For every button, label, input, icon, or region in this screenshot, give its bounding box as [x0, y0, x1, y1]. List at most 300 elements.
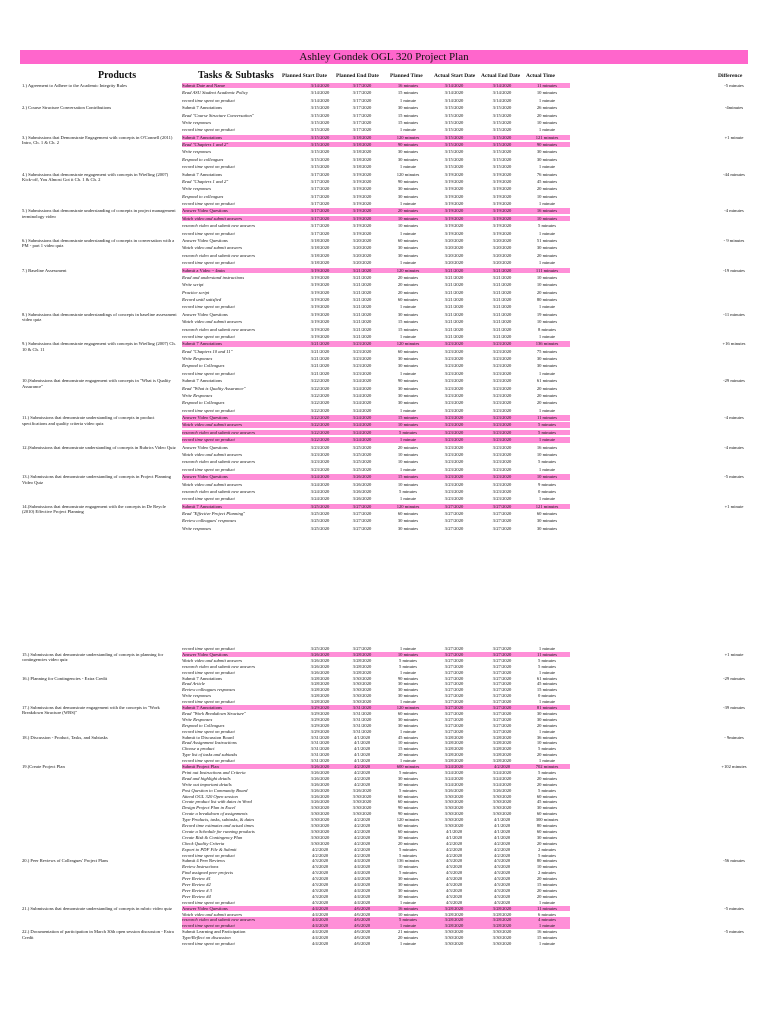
planned-start-cell: 3/19/2020	[310, 326, 330, 332]
difference-cell: -5 minutes	[724, 929, 744, 935]
planned-end-cell: 3/21/2020	[352, 289, 372, 295]
planned-time-cell: 10 minutes	[397, 740, 419, 746]
planned-start-cell: 4/4/2020	[311, 941, 329, 946]
task-cell: Submit 7 Annotations	[182, 705, 298, 710]
planned-end-cell: 3/18/2020	[352, 164, 372, 170]
actual-start-cell: 4/3/2020	[445, 899, 463, 905]
task-cell: Export to PDF File & Submit	[182, 846, 237, 852]
table-row	[0, 646, 768, 651]
planned-end-cell: 3/30/2020	[352, 811, 372, 817]
planned-end-cell: 3/28/2020	[352, 663, 372, 669]
table-row	[0, 408, 768, 413]
planned-end-cell: 4/1/2020	[353, 758, 371, 764]
actual-end-cell: 4/3/2020	[493, 858, 511, 864]
table-row	[0, 157, 768, 162]
planned-start-cell: 3/29/2020	[310, 728, 330, 734]
actual-start-cell: 3/27/2020	[444, 511, 464, 517]
planned-end-cell: 4/2/2020	[353, 852, 371, 858]
planned-start-cell: 3/15/2020	[310, 127, 330, 133]
planned-end-cell: 4/1/2020	[353, 734, 371, 740]
table-row	[0, 888, 768, 893]
task-cell: Read "Chapters 1 and 2"	[182, 178, 229, 184]
actual-end-cell: 4/1/2020	[493, 834, 511, 840]
task-cell: Write Responses	[182, 392, 213, 398]
task-cell: record time spent on product	[182, 899, 235, 905]
planned-end-cell: 3/21/2020	[352, 304, 372, 310]
actual-time-cell: 20 minutes	[536, 876, 558, 882]
actual-start-cell: 3/28/2020	[444, 740, 464, 746]
planned-end-cell: 3/17/2020	[340, 83, 384, 88]
planned-end-cell: 3/24/2020	[352, 400, 372, 406]
actual-end-cell: 3/23/2020	[478, 415, 526, 420]
planned-end-cell: 3/24/2020	[352, 407, 372, 413]
planned-end-cell: 3/30/2020	[352, 687, 372, 693]
product-cell: 18.) Discussion - Product, Tasks, and Subtasks	[22, 734, 108, 740]
planned-end-cell: 3/25/2020	[352, 452, 372, 457]
actual-time-cell: 0 minutes	[538, 693, 556, 699]
actual-start-cell: 4/3/2020	[445, 864, 463, 870]
planned-start-cell: 3/17/2020	[310, 178, 330, 184]
task-cell: record time spent on product	[182, 333, 235, 339]
actual-end-cell: 3/19/2020	[492, 193, 512, 199]
actual-end-cell: 4/3/2020	[493, 870, 511, 876]
planned-end-cell: 3/30/2020	[352, 793, 372, 799]
product-cell: 12.)Submissions that demonstrate understanding of concepts in Rubrics Video Quiz	[22, 444, 176, 450]
actual-time-cell: 1 minute	[538, 699, 556, 705]
difference-cell: -5 minutes	[724, 83, 744, 88]
planned-time-cell: 10 minutes	[397, 864, 419, 870]
actual-end-cell: 3/27/2020	[492, 681, 512, 687]
actual-end-cell: 3/20/2020	[492, 245, 512, 251]
actual-time-cell: 60 minutes	[536, 828, 558, 834]
table-row	[0, 253, 768, 258]
planned-end-cell: 3/21/2020	[352, 333, 372, 339]
actual-start-cell: 3/23/2020	[430, 415, 478, 420]
actual-end-cell: 3/28/2020	[492, 758, 512, 764]
actual-end-cell: 3/19/2020	[478, 216, 526, 221]
actual-end-cell: 3/30/2020	[492, 805, 512, 811]
difference-cell: -29 minutes	[723, 675, 745, 681]
actual-start-cell: 3/27/2020	[444, 646, 464, 651]
planned-end-cell: 3/20/2020	[352, 252, 372, 258]
actual-end-cell: 3/23/2020	[492, 481, 512, 487]
actual-end-cell: 3/28/2020	[492, 911, 512, 917]
actual-end-cell: 3/28/2020	[478, 906, 526, 911]
task-cell: Create Risk & Contingency Plan	[182, 834, 243, 840]
planned-end-cell: 4/1/2020	[353, 746, 371, 752]
planned-start-cell: 3/18/2020	[310, 252, 330, 258]
table-row	[0, 735, 768, 740]
actual-time-cell: 5 minutes	[538, 663, 556, 669]
planned-time-cell: 30 minutes	[397, 356, 419, 362]
task-cell: Read "Chapters 10 and 11"	[182, 348, 233, 354]
actual-start-cell: 3/28/2020	[430, 923, 478, 928]
planned-time-cell: 30 minutes	[397, 876, 419, 882]
difference-cell: -4 minutes	[724, 415, 744, 421]
actual-end-cell: 4/2/2020	[493, 840, 511, 846]
table-row	[0, 711, 768, 716]
planned-start-cell: 3/26/2020	[310, 657, 330, 663]
planned-start-cell: 3/31/2020	[310, 758, 330, 764]
table-row	[0, 847, 768, 852]
task-cell: record time spent on product	[182, 758, 235, 764]
planned-time-cell: 1 minute	[399, 370, 417, 376]
planned-start-cell: 3/24/2020	[310, 496, 330, 502]
planned-end-cell: 3/21/2020	[352, 274, 372, 280]
actual-start-cell: 4/2/2020	[445, 846, 463, 852]
actual-start-cell: 3/23/2020	[444, 363, 464, 369]
planned-time-cell: 45 minutes	[397, 734, 419, 740]
planned-end-cell: 3/31/2020	[352, 710, 372, 716]
actual-start-cell: 3/15/2020	[430, 142, 478, 147]
actual-time-cell: 30 minutes	[536, 525, 558, 531]
actual-end-cell: 4/3/2020	[493, 899, 511, 905]
task-cell: record time spent on product	[182, 496, 235, 502]
task-cell: Create product list with dates in Word	[182, 799, 252, 805]
actual-end-cell: 3/15/2020	[478, 142, 526, 147]
task-cell: Create a breakdown of assignments	[182, 811, 248, 817]
planned-start-cell: 3/28/2020	[310, 699, 330, 705]
actual-end-cell: 3/21/2020	[492, 304, 512, 310]
product-cell: 13.) Submissions that demonstrate understanding of concepts in Project Planning Video Quiz	[22, 474, 172, 485]
actual-time-cell: 10 minutes	[536, 319, 558, 325]
actual-start-cell: 4/2/2020	[445, 840, 463, 846]
task-cell: Type/Reflect on discussion	[182, 935, 231, 941]
planned-time-cell: 16 minutes	[384, 906, 432, 911]
actual-time-cell: 2 minutes	[538, 870, 556, 876]
planned-end-cell: 4/2/2020	[353, 781, 371, 787]
task-cell: Submit to Discussion Board	[182, 734, 234, 740]
actual-time-cell: 1 minute	[538, 466, 556, 472]
actual-time-cell: 5 minutes	[524, 422, 570, 427]
actual-end-cell: 3/14/2020	[492, 90, 512, 96]
actual-time-cell: 10 minutes	[536, 740, 558, 746]
actual-end-cell: 3/27/2020	[492, 511, 512, 517]
planned-end-cell: 3/19/2020	[352, 171, 372, 177]
product-cell: 10.)Submissions that demonstrate engagement with concepts in "What is Quality Assurance"	[22, 378, 171, 389]
planned-time-cell: 30 minutes	[397, 716, 419, 722]
planned-start-cell: 3/22/2020	[310, 400, 330, 406]
planned-end-cell: 3/27/2020	[352, 646, 372, 651]
planned-start-cell: 3/19/2020	[298, 268, 342, 273]
header-actual-end: Actual End Date	[481, 73, 521, 79]
planned-time-cell: 15 minutes	[397, 119, 419, 125]
actual-end-cell: 3/27/2020	[492, 646, 512, 651]
header-planned-start: Planned Start Date	[282, 73, 327, 79]
task-cell: Answer Video Questions	[182, 311, 228, 317]
product-cell: 6.) Submissions that demonstrate understanding of concepts in conversation with a PM - part 1 video quiz	[22, 237, 175, 249]
planned-start-cell: 3/22/2020	[310, 385, 330, 391]
actual-time-cell: 5 minutes	[524, 430, 570, 435]
table-row	[0, 113, 768, 118]
planned-time-cell: 15 minutes	[384, 474, 432, 479]
table-row	[0, 870, 768, 875]
planned-time-cell: 5 minutes	[384, 917, 432, 922]
planned-start-cell: 4/3/2020	[311, 864, 329, 870]
actual-time-cell: 2 minutes	[538, 846, 556, 852]
task-cell: record time spent on product	[182, 370, 235, 376]
table-row	[0, 723, 768, 728]
planned-start-cell: 3/21/2020	[310, 348, 330, 354]
planned-end-cell: 4/4/2020	[353, 864, 371, 870]
table-row	[0, 437, 768, 442]
planned-time-cell: 1 minute	[399, 164, 417, 170]
task-cell: Watch video and submit answers	[182, 452, 243, 457]
actual-end-cell: 4/1/2020	[493, 828, 511, 834]
planned-time-cell: 5 minutes	[399, 769, 417, 775]
actual-time-cell: 16 minutes	[536, 929, 558, 935]
actual-start-cell: 3/23/2020	[444, 378, 464, 384]
task-cell: Watch video and submit answers	[182, 422, 298, 427]
actual-start-cell: 3/27/2020	[444, 722, 464, 728]
task-cell: Read and highlight details	[182, 775, 231, 781]
actual-end-cell: 3/23/2020	[492, 496, 512, 502]
planned-time-cell: 5 minutes	[399, 870, 417, 876]
planned-start-cell: 3/22/2020	[298, 415, 342, 420]
table-row	[0, 334, 768, 339]
planned-time-cell: 120 minutes	[384, 268, 432, 273]
actual-start-cell: 3/21/2020	[444, 282, 464, 288]
task-cell: research video and submit new answers	[182, 252, 256, 258]
planned-time-cell: 1 minute	[399, 201, 417, 207]
planned-start-cell: 3/15/2020	[310, 149, 330, 155]
planned-time-cell: 120 minutes	[384, 341, 432, 346]
actual-end-cell: 3/28/2020	[492, 740, 512, 746]
table-row	[0, 658, 768, 663]
planned-time-cell: 30 minutes	[397, 775, 419, 781]
planned-time-cell: 30 minutes	[397, 193, 419, 199]
planned-end-cell: 3/24/2020	[340, 415, 384, 420]
difference-cell: +16 minutes	[722, 341, 746, 347]
planned-time-cell: 15 minutes	[397, 746, 419, 752]
table-row	[0, 467, 768, 472]
planned-end-cell: 3/30/2020	[352, 805, 372, 811]
table-row	[0, 179, 768, 184]
actual-time-cell: 5 minutes	[538, 223, 556, 229]
table-row	[0, 664, 768, 669]
table-row	[0, 817, 768, 822]
actual-time-cell: 6 minutes	[538, 911, 556, 917]
actual-time-cell: 80 minutes	[536, 297, 558, 303]
planned-time-cell: 10 minutes	[384, 216, 432, 221]
actual-start-cell: 3/23/2020	[444, 348, 464, 354]
planned-end-cell: 3/19/2020	[352, 223, 372, 229]
planned-end-cell: 3/26/2020	[352, 787, 372, 793]
planned-start-cell: 3/30/2020	[310, 805, 330, 811]
table-row	[0, 127, 768, 132]
actual-time-cell: 16 minutes	[536, 444, 558, 450]
table-row	[0, 740, 768, 745]
actual-start-cell: 3/19/2020	[444, 178, 464, 184]
planned-time-cell: 30 minutes	[397, 887, 419, 893]
planned-end-cell: 3/27/2020	[340, 504, 384, 509]
planned-time-cell: 20 minutes	[397, 444, 419, 450]
actual-start-cell: 3/20/2020	[444, 237, 464, 243]
table-row	[0, 496, 768, 501]
actual-end-cell: 3/15/2020	[492, 164, 512, 170]
planned-start-cell: 3/23/2020	[310, 459, 330, 465]
product-cell: 5.) Submissions that demonstrate understanding of concepts in project management terminology video	[22, 208, 176, 219]
planned-time-cell: 20 minutes	[397, 289, 419, 295]
planned-start-cell: 3/26/2020	[310, 775, 330, 781]
difference-cell: +1 minute	[724, 651, 744, 657]
table-row	[0, 186, 768, 191]
planned-start-cell: 3/25/2020	[310, 646, 330, 651]
planned-start-cell: 3/19/2020	[310, 289, 330, 295]
difference-cell: +1 minute	[724, 503, 744, 509]
table-row	[0, 518, 768, 523]
task-cell: Submit 7 Annotations	[182, 105, 223, 111]
planned-time-cell: 60 minutes	[397, 799, 419, 805]
actual-time-cell: 136 minutes	[524, 341, 570, 346]
task-cell: Answer Video Questions	[182, 444, 228, 450]
planned-end-cell: 3/28/2020	[352, 669, 372, 675]
planned-start-cell: 4/2/2020	[311, 852, 329, 858]
actual-time-cell: 1 minute	[538, 201, 556, 207]
planned-end-cell: 3/30/2020	[352, 699, 372, 705]
actual-start-cell: 3/23/2020	[444, 444, 464, 450]
planned-end-cell: 3/21/2020	[352, 282, 372, 288]
actual-end-cell: 3/30/2020	[492, 811, 512, 817]
actual-start-cell: 3/23/2020	[430, 422, 478, 427]
actual-start-cell: 3/27/2020	[444, 681, 464, 687]
table-row	[0, 105, 768, 110]
actual-start-cell: 3/21/2020	[430, 268, 478, 273]
table-row	[0, 699, 768, 704]
actual-start-cell: 3/23/2020	[444, 452, 464, 457]
table-row	[0, 917, 768, 922]
task-cell: Practice script	[182, 289, 210, 295]
actual-end-cell: 3/27/2020	[492, 687, 512, 693]
actual-time-cell: 10 minutes	[536, 864, 558, 870]
task-cell: record time spent on product	[182, 852, 235, 858]
planned-end-cell: 3/30/2020	[352, 693, 372, 699]
planned-time-cell: 20 minutes	[384, 208, 432, 213]
actual-time-cell: 61 minutes	[536, 675, 558, 681]
actual-time-cell: 1 minute	[538, 97, 556, 103]
planned-start-cell: 3/24/2020	[310, 481, 330, 487]
planned-time-cell: 60 minutes	[397, 237, 419, 243]
task-cell: Submit a Video ~ 4min	[182, 268, 298, 273]
planned-end-cell: 3/27/2020	[352, 525, 372, 531]
planned-start-cell: 3/25/2020	[298, 504, 342, 509]
actual-start-cell: 3/19/2020	[444, 223, 464, 229]
actual-start-cell: 3/30/2020	[444, 935, 464, 941]
table-row	[0, 90, 768, 95]
task-cell: Answer Video Questions	[182, 652, 298, 657]
actual-time-cell: 30 minutes	[536, 805, 558, 811]
table-row	[0, 882, 768, 887]
actual-start-cell: 3/21/2020	[444, 274, 464, 280]
actual-time-cell: 60 minutes	[536, 811, 558, 817]
actual-end-cell: 3/20/2020	[492, 237, 512, 243]
actual-time-cell: 5 minutes	[538, 746, 556, 752]
planned-end-cell: 3/21/2020	[352, 326, 372, 332]
planned-end-cell: 3/18/2020	[352, 149, 372, 155]
actual-end-cell: 3/23/2020	[478, 422, 526, 427]
task-cell: Create a Schedule for running products	[182, 828, 255, 834]
planned-end-cell: 3/23/2020	[352, 348, 372, 354]
planned-start-cell: 4/3/2020	[311, 876, 329, 882]
actual-time-cell: 61 minutes	[536, 378, 558, 384]
actual-time-cell: 30 minutes	[536, 156, 558, 162]
actual-end-cell: 3/23/2020	[492, 370, 512, 376]
planned-start-cell: 3/15/2020	[310, 105, 330, 111]
planned-end-cell: 3/17/2020	[352, 112, 372, 118]
actual-end-cell: 3/19/2020	[492, 230, 512, 236]
actual-time-cell: 20 minutes	[536, 385, 558, 391]
actual-time-cell: 80 minutes	[536, 823, 558, 828]
task-cell: research video and submit new answers	[182, 917, 298, 922]
planned-time-cell: 30 minutes	[397, 186, 419, 192]
task-cell: research video and submit new answers	[182, 223, 256, 229]
actual-time-cell: 1 minute	[538, 669, 556, 675]
planned-end-cell: 4/1/2020	[353, 752, 371, 758]
actual-end-cell: 3/23/2020	[492, 488, 512, 494]
planned-start-cell: 3/29/2020	[298, 705, 342, 710]
actual-start-cell: 3/19/2020	[444, 230, 464, 236]
planned-start-cell: 3/30/2020	[310, 834, 330, 840]
planned-time-cell: 1 minute	[399, 333, 417, 339]
task-cell: Write responses	[182, 693, 212, 699]
actual-end-cell: 3/23/2020	[492, 400, 512, 406]
actual-start-cell: 3/19/2020	[444, 201, 464, 207]
actual-time-cell: 1 minute	[538, 370, 556, 376]
planned-end-cell: 3/31/2020	[352, 722, 372, 728]
planned-end-cell: 3/19/2020	[352, 201, 372, 207]
task-cell: Write out important details	[182, 781, 232, 787]
table-row	[0, 906, 768, 911]
actual-start-cell: 3/27/2020	[444, 657, 464, 663]
actual-end-cell: 3/20/2020	[492, 252, 512, 258]
actual-end-cell: 4/1/2020	[493, 823, 511, 828]
actual-end-cell: 3/15/2020	[492, 112, 512, 118]
table-row	[0, 841, 768, 846]
actual-end-cell: 3/23/2020	[478, 474, 526, 479]
table-row	[0, 304, 768, 309]
actual-time-cell: 1 minute	[538, 407, 556, 413]
actual-start-cell: 3/23/2020	[444, 466, 464, 472]
task-cell: Submit 7 Annotations	[182, 504, 298, 509]
task-cell: record time spent on product	[182, 164, 235, 170]
planned-end-cell: 3/25/2020	[352, 459, 372, 465]
planned-end-cell: 3/26/2020	[352, 488, 372, 494]
task-cell: record time spent on product	[182, 127, 235, 133]
table-row	[0, 489, 768, 494]
actual-time-cell: 45 minutes	[536, 178, 558, 184]
planned-end-cell: 4/2/2020	[353, 817, 371, 823]
actual-start-cell: 3/14/2020	[444, 90, 464, 96]
planned-time-cell: 30 minutes	[397, 105, 419, 111]
planned-time-cell: 21 minutes	[397, 929, 419, 935]
table-header	[0, 70, 768, 84]
actual-time-cell: 10 minutes	[524, 474, 570, 479]
planned-time-cell: 90 minutes	[397, 811, 419, 817]
task-cell: Submit Project Plan	[182, 764, 298, 769]
planned-start-cell: 3/31/2020	[310, 746, 330, 752]
actual-time-cell: 30 minutes	[536, 245, 558, 251]
actual-time-cell: 30 minutes	[536, 834, 558, 840]
task-cell: Watch video and submit answers	[182, 245, 243, 251]
actual-end-cell: 3/28/2020	[492, 734, 512, 740]
actual-end-cell: 3/23/2020	[478, 437, 526, 442]
product-cell: 3.) Submissions that Demonstrate Engagement with concepts in O'Connell (2011) Intro, Ch. 1 & Ch. 2	[22, 134, 173, 146]
actual-end-cell: 3/27/2020	[492, 525, 512, 531]
planned-start-cell: 3/14/2020	[310, 90, 330, 96]
planned-start-cell: 4/4/2020	[298, 923, 342, 928]
planned-time-cell: 30 minutes	[397, 687, 419, 693]
actual-time-cell: 300 minutes	[535, 817, 559, 823]
